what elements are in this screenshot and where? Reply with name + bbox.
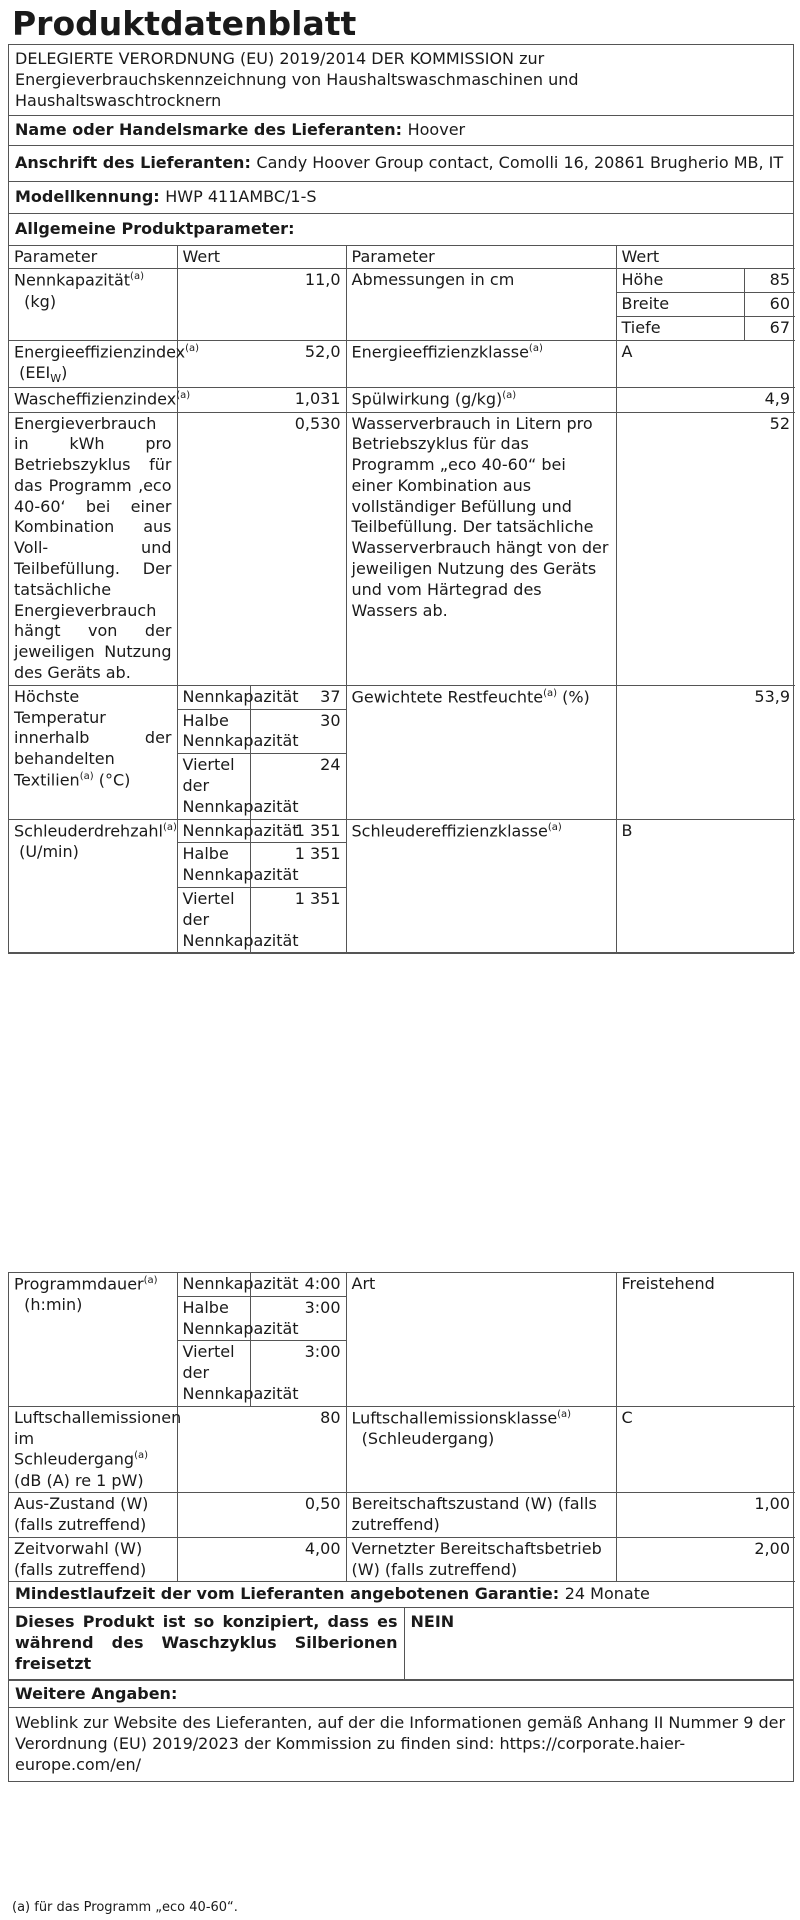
spin-class-value: B — [616, 819, 795, 953]
energy-consumption-value: 0,530 — [177, 412, 346, 685]
width-value: 60 — [744, 293, 795, 317]
spin-quarter-value: 1 351 — [250, 888, 346, 953]
header-value: Wert — [177, 246, 346, 269]
standby-label: Bereitschaftszustand (W) (falls zutreffend) — [346, 1493, 616, 1538]
supplier-address: Candy Hoover Group contact, Comolli 16, 20861 Brugherio MB, IT — [256, 153, 784, 173]
delay-start-label: Zeitvorwahl (W) (falls zutreffend) — [9, 1537, 177, 1582]
table-row — [9, 819, 795, 843]
page-title: Produktdatenblatt — [12, 4, 357, 43]
header-param: Parameter — [9, 246, 177, 269]
warranty-row — [9, 1582, 793, 1608]
capacity-half-label: Halbe Nennkapazität — [177, 709, 250, 754]
spin-half-value: 1 351 — [250, 843, 346, 888]
duration-quarter-value: 3:00 — [250, 1341, 346, 1406]
energy-consumption-label: Energieverbrauch in kWh pro Betriebszyklus für das Programm ‚eco 40-60‘ bei einer Kombination aus Voll- und Teilbefüllung. Der tatsächliche Energieverbrauch hängt von der jeweiligen Nutzung des Geräts ab. — [9, 412, 177, 685]
width-label: Breite — [616, 293, 744, 317]
table-row — [9, 1537, 795, 1582]
noise-class-value: C — [616, 1406, 795, 1493]
wash-eff-value: 1,031 — [177, 388, 346, 412]
rinse-value: 4,9 — [616, 388, 795, 412]
product-sheet-part-2 — [8, 1272, 794, 1782]
spin-class-label-cell: Schleudereffizienzklasse$^{(a)}$ — [346, 819, 616, 953]
spin-rated-value: 1 351 — [250, 819, 346, 843]
moisture-value: 53,9 — [616, 685, 795, 819]
eei-value: 52,0 — [177, 340, 346, 388]
wash-eff-label-cell: Wascheffizienzindex$^{(a)}$ — [9, 388, 177, 412]
table-row — [9, 1273, 795, 1296]
product-sheet-part-1 — [8, 44, 794, 954]
silver-ion-label: Dieses Produkt ist so konzipiert, dass es während des Waschzyklus Silberionen freisetzt — [9, 1608, 404, 1679]
spin-speed-label-cell: Schleuderdrehzahl$^{(a)}$ (U/min) — [9, 819, 177, 953]
table-row — [9, 1493, 795, 1538]
model-identifier: HWP 411AMBC/1-S — [165, 186, 317, 206]
moisture-label-cell: Gewichtete Restfeuchte$^{(a)}$ (%) — [346, 685, 616, 819]
standby-value: 1,00 — [616, 1493, 795, 1538]
duration-rated-value: 4:00 — [250, 1273, 346, 1296]
type-label: Art — [346, 1273, 616, 1406]
capacity-quarter-label: Viertel der Nennkapazität — [177, 1341, 250, 1406]
table-row — [9, 1406, 795, 1493]
water-consumption-value: 52 — [616, 412, 795, 685]
temp-quarter-value: 24 — [250, 754, 346, 819]
capacity-rated-label: Nennkapazität — [177, 1273, 250, 1296]
silver-ion-row — [9, 1608, 793, 1680]
height-label: Höhe — [616, 269, 744, 293]
supplier-name: Hoover — [407, 120, 466, 140]
supplier-name-label: Name oder Handelsmarke des Lieferanten: — [15, 120, 403, 140]
warranty-label: Mindestlaufzeit der vom Lieferanten angebotenen Garantie: — [15, 1584, 560, 1604]
duration-label-cell: Programmdauer$^{(a)}$ (h:min) — [9, 1273, 177, 1406]
noise-label-cell: Luftschallemissionen im Schleudergang$^{(a)}$ (dB (A) re 1 pW) — [9, 1406, 177, 1493]
energy-class-value: A — [616, 340, 795, 388]
max-temp-label-cell: Höchste Temperatur innerhalb der behandelten Textilien$^{(a)}$ (°C) — [9, 685, 177, 819]
footnote: (a) für das Programm „eco 40-60“. — [12, 1900, 238, 1915]
regulation-text: DELEGIERTE VERORDNUNG (EU) 2019/2014 DER KOMMISSION zur Energieverbrauchskennzeichnung von Haushaltswaschmaschinen und Haushaltswaschtrocknern — [9, 45, 793, 116]
capacity-rated-label: Nennkapazität — [177, 819, 250, 843]
energy-class-label-cell: Energieeffizienzklasse$^{(a)}$ — [346, 340, 616, 388]
dimensions-label: Abmessungen in cm — [346, 269, 616, 340]
capacity-rated-label: Nennkapazität — [177, 685, 250, 709]
table-row — [9, 412, 795, 685]
networked-standby-value: 2,00 — [616, 1537, 795, 1582]
rinse-label-cell: Spülwirkung $(g/kg)^{(a)}$ — [346, 388, 616, 412]
params-table — [9, 246, 795, 954]
table-row — [9, 340, 795, 388]
eei-label-cell: Energieeffizienzindex$^{(a)}$ $(EEI_W)$ — [9, 340, 177, 388]
depth-label: Tiefe — [616, 316, 744, 340]
table-row — [9, 685, 795, 709]
duration-half-value: 3:00 — [250, 1296, 346, 1341]
more-info-heading: Weitere Angaben: — [9, 1681, 793, 1709]
type-value: Freistehend — [616, 1273, 795, 1406]
capacity-quarter-label: Viertel der Nennkapazität — [177, 888, 250, 953]
depth-value: 67 — [744, 316, 795, 340]
temp-rated-value: 37 — [250, 685, 346, 709]
noise-value: 80 — [177, 1406, 346, 1493]
website-info: Weblink zur Website des Lieferanten, auf der die Informationen gemäß Anhang II Nummer 9 der Verordnung (EU) 2019/2023 der Kommission zu finden sind: https://corporate.haier-europe.com/en/ — [15, 1713, 786, 1775]
silver-ion-value: NEIN — [404, 1608, 793, 1679]
supplier-address-row — [9, 146, 793, 182]
table-row — [9, 388, 795, 412]
water-consumption-label: Wasserverbrauch in Litern pro Betriebszyklus für das Programm „eco 40-60“ bei einer Kombination aus vollständiger Befüllung und Teilbefüllung. Der tatsächliche Wasserverbrauch hängt von der jeweiligen Nutzung des Geräts und vom Härtegrad des Wassers ab. — [346, 412, 616, 685]
height-value: 85 — [744, 269, 795, 293]
general-params-heading: Allgemeine Produktparameter: — [9, 214, 793, 246]
model-label: Modellkennung: — [15, 186, 160, 206]
table-row — [9, 269, 795, 293]
model-row — [9, 182, 793, 214]
temp-half-value: 30 — [250, 709, 346, 754]
capacity-value: 11,0 — [177, 269, 346, 340]
off-mode-label: Aus-Zustand (W) (falls zutreffend) — [9, 1493, 177, 1538]
supplier-name-row — [9, 116, 793, 146]
delay-start-value: 4,00 — [177, 1537, 346, 1582]
capacity-quarter-label: Viertel der Nennkapazität — [177, 754, 250, 819]
capacity-half-label: Halbe Nennkapazität — [177, 843, 250, 888]
capacity-label-cell: Nennkapazität$^{(a)}$ (kg) — [9, 269, 177, 340]
capacity-half-label: Halbe Nennkapazität — [177, 1296, 250, 1341]
supplier-address-label: Anschrift des Lieferanten: — [15, 153, 251, 173]
params-table-2 — [9, 1273, 795, 1582]
networked-standby-label: Vernetzter Bereitschaftsbetrieb (W) (falls zutreffend) — [346, 1537, 616, 1582]
header-value: Wert — [616, 246, 795, 269]
off-mode-value: 0,50 — [177, 1493, 346, 1538]
table-header-row — [9, 246, 795, 269]
noise-class-label-cell: Luftschallemissionsklasse$^{(a)}$ (Schleudergang) — [346, 1406, 616, 1493]
header-param: Parameter — [346, 246, 616, 269]
warranty-value: 24 Monate — [564, 1584, 650, 1604]
